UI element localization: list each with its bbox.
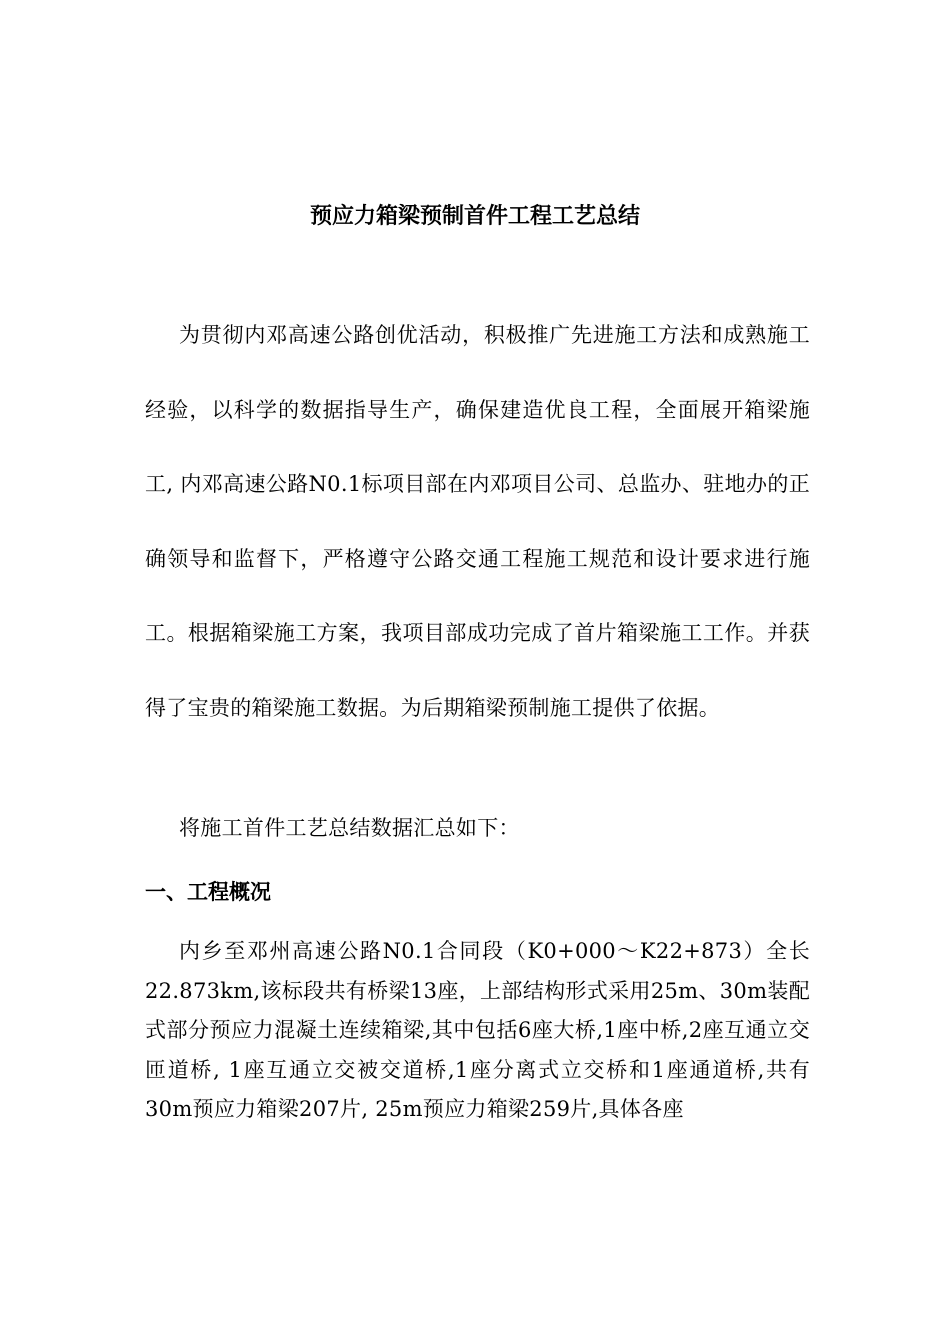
document-title: 预应力箱梁预制首件工程工艺总结: [309, 203, 640, 229]
intro-paragraph: 为贯彻内邓高速公路创优活动，积极推广先进施工方法和成熟施工经验，以科学的数据指导生产，确保建造优良工程，全面展开箱梁施工, 内邓高速公路N0.1标项目部在内邓项目公司、总监办、驻地办的正确领导和监督下，严格遵守公路交通工程施工规范和设计要求进行施工。根据箱梁施工方案，我项目部成功完成了首片箱梁施工工作。并获得了宝贵的箱梁施工数据。为后期箱梁预制施工提供了依据。: [145, 323, 810, 720]
project-overview-paragraph: 内乡至邓州高速公路N0.1合同段（K0+000～K22+873）全长22.873km,该标段共有桥梁13座，上部结构形式采用25m、30m装配式部分预应力混凝土连续箱梁,其中包括6座大桥,1座中桥,2座互通立交匝道桥, 1座互通立交被交道桥,1座分离式立交桥和1座通道桥,共有30m预应力箱梁207片, 25m预应力箱梁259片,具体各座: [145, 939, 810, 1121]
summary-lead-paragraph: 将施工首件工艺总结数据汇总如下：: [179, 816, 520, 840]
section-heading-project-overview: 一、工程概况: [145, 879, 271, 904]
